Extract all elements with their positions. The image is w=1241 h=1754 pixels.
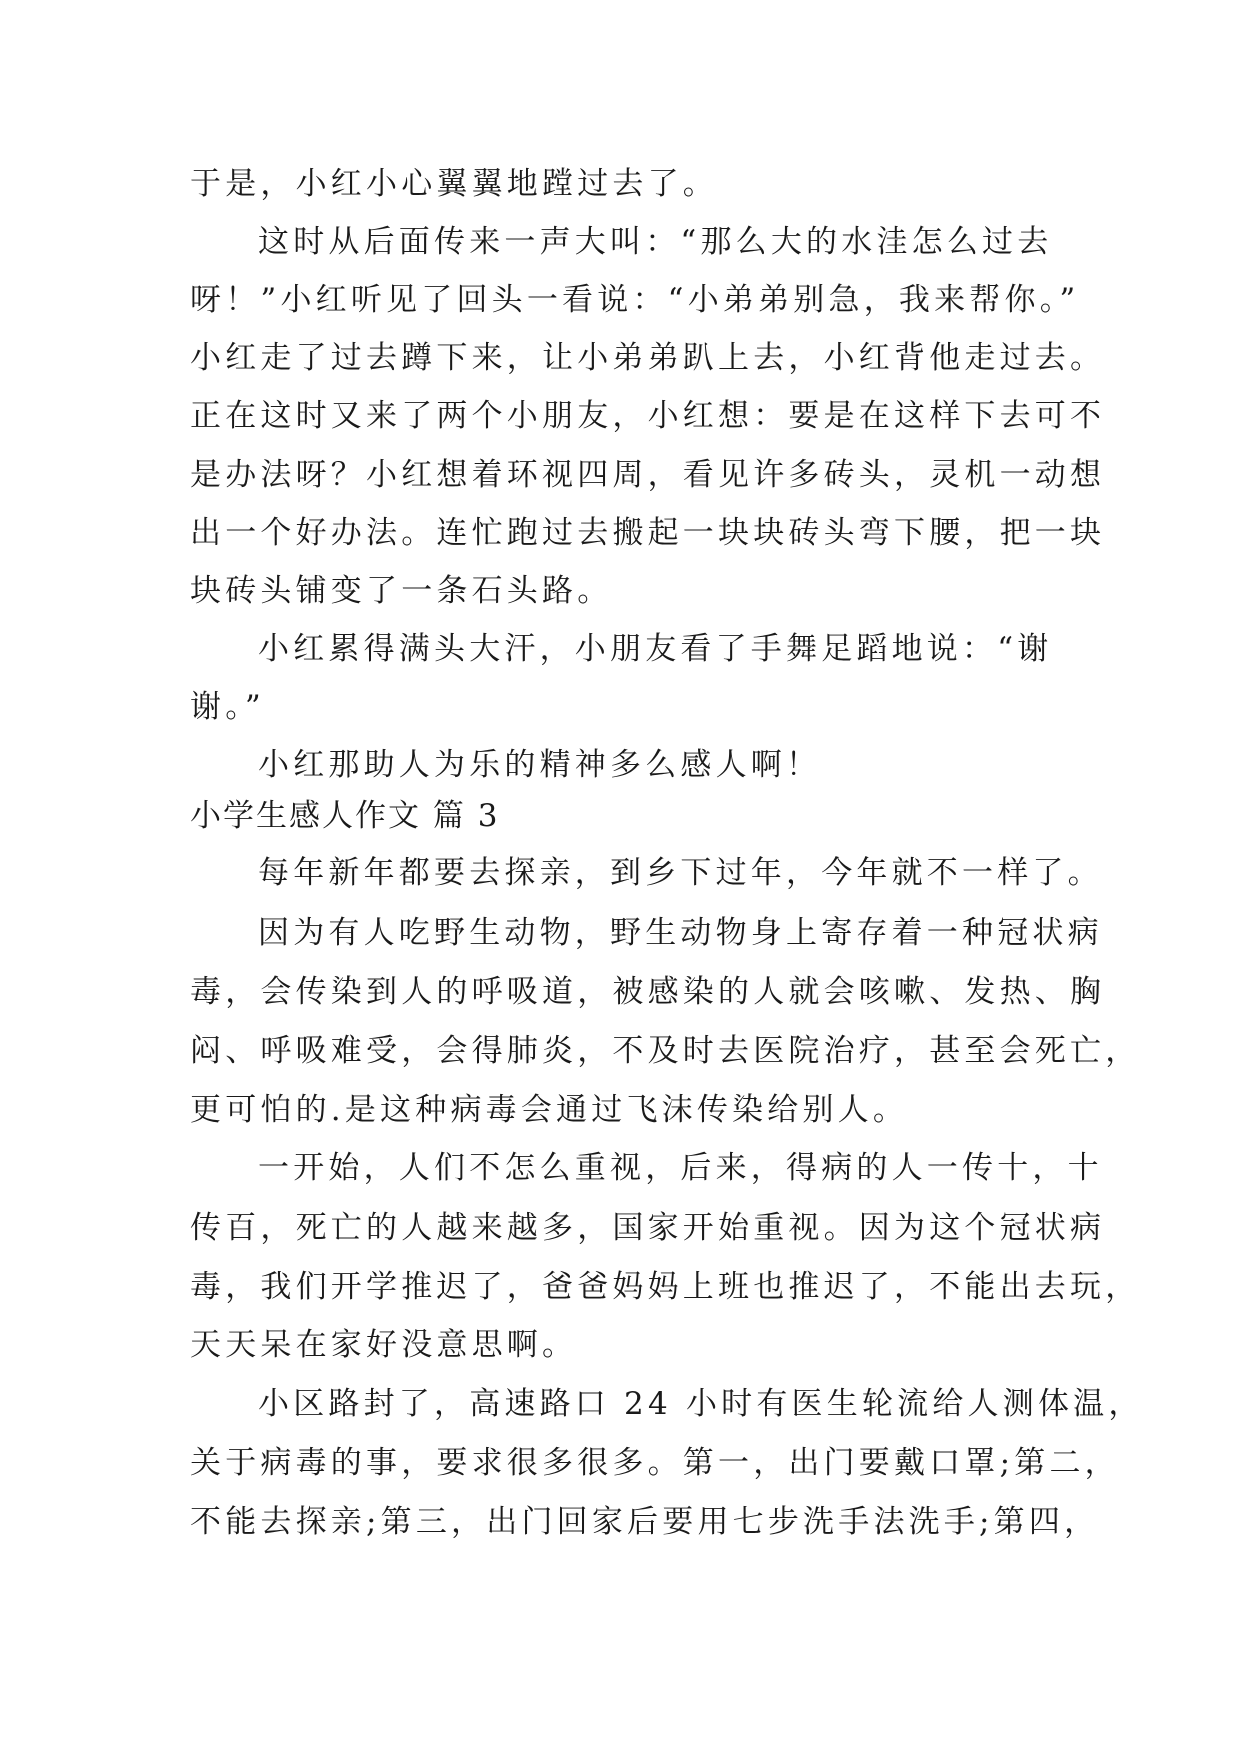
text-line: 毒，会传染到人的呼吸道，被感染的人就会咳嗽、发热、胸 bbox=[190, 974, 1106, 1010]
text-line: 小红累得满头大汗，小朋友看了手舞足蹈地说：“谢 bbox=[258, 631, 1053, 667]
section-heading: 小学生感人作文 篇 3 bbox=[190, 798, 500, 834]
text-line: 一开始，人们不怎么重视，后来，得病的人一传十，十 bbox=[258, 1150, 1103, 1186]
text-line: 毒，我们开学推迟了，爸爸妈妈上班也推迟了，不能出去玩， bbox=[190, 1269, 1141, 1305]
text-line: 更可怕的.是这种病毒会通过飞沫传染给别人。 bbox=[190, 1092, 909, 1128]
text-line: 传百，死亡的人越来越多，国家开始重视。因为这个冠状病 bbox=[190, 1210, 1106, 1246]
text-line: 这时从后面传来一声大叫：“那么大的水洼怎么过去 bbox=[258, 224, 1053, 260]
text-line: 每年新年都要去探亲，到乡下过年，今年就不一样了。 bbox=[258, 855, 1103, 891]
text-line: 于是，小红小心翼翼地蹚过去了。 bbox=[190, 166, 718, 202]
text-line: 小红那助人为乐的精神多么感人啊！ bbox=[258, 747, 822, 783]
text-line: 关于病毒的事，要求很多很多。第一，出门要戴口罩;第二， bbox=[190, 1445, 1120, 1481]
text-line: 因为有人吃野生动物，野生动物身上寄存着一种冠状病 bbox=[258, 915, 1103, 951]
text-line: 出一个好办法。连忙跑过去搬起一块块砖头弯下腰，把一块 bbox=[190, 515, 1106, 551]
text-line: 是办法呀？小红想着环视四周，看见许多砖头，灵机一动想 bbox=[190, 457, 1106, 493]
text-line: 天天呆在家好没意思啊。 bbox=[190, 1327, 578, 1363]
text-line: 呀！”小红听见了回头一看说：“小弟弟别急，我来帮你。” bbox=[190, 282, 1080, 318]
text-line: 小红走了过去蹲下来，让小弟弟趴上去，小红背他走过去。 bbox=[190, 340, 1106, 376]
text-line: 小区路封了，高速路口 24 小时有医生轮流给人测体温， bbox=[258, 1386, 1144, 1422]
text-line: 闷、呼吸难受，会得肺炎，不及时去医院治疗，甚至会死亡， bbox=[190, 1033, 1141, 1069]
text-line: 谢。” bbox=[190, 689, 265, 725]
text-line: 不能去探亲;第三，出门回家后要用七步洗手法洗手;第四， bbox=[190, 1504, 1100, 1540]
text-line: 正在这时又来了两个小朋友，小红想：要是在这样下去可不 bbox=[190, 398, 1106, 434]
text-line: 块砖头铺变了一条石头路。 bbox=[190, 573, 613, 609]
